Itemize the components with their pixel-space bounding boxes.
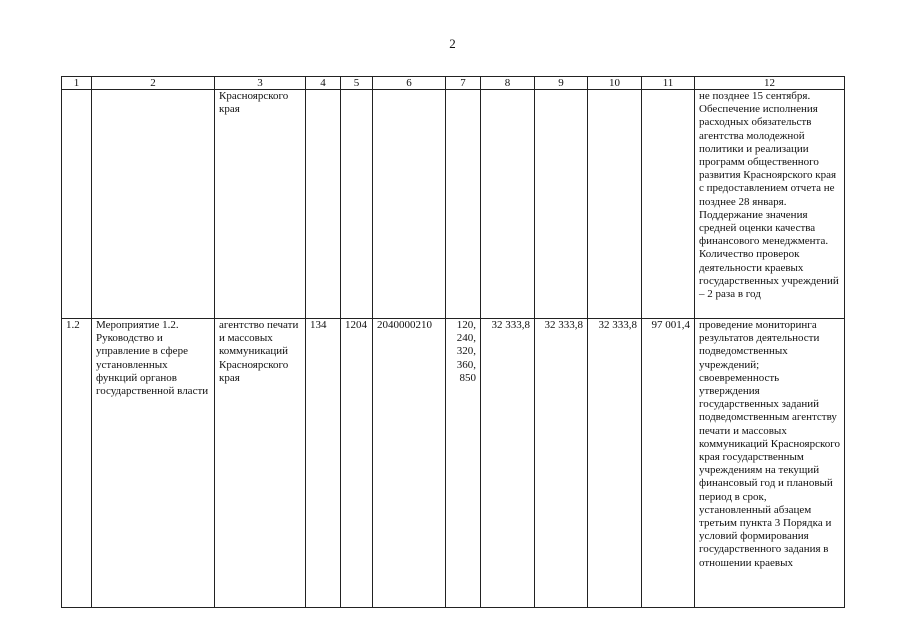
column-header: 3 [215, 77, 306, 90]
cell-number: 1.2 [62, 319, 92, 608]
column-header: 12 [695, 77, 845, 90]
budget-table [61, 76, 845, 608]
cell-grbs: 134 [306, 319, 341, 608]
column-header: 2 [92, 77, 215, 90]
cell-csr [373, 90, 446, 319]
cell-executor: агентство печати и массовых коммуникаций Красноярского края [215, 319, 306, 608]
cell-grbs [306, 90, 341, 319]
column-header: 5 [341, 77, 373, 90]
cell-total [642, 90, 695, 319]
column-header: 10 [588, 77, 642, 90]
cell-rzpr: 1204 [341, 319, 373, 608]
table-row [62, 319, 845, 608]
cell-expected-result: проведение мониторинга результатов деятельности подведомственных учреждений; своевременность утверждения государственных заданий подведомственным агентству печати и массовых коммуникаций Красноярского края государственным учреждениям на текущий финансовый год и плановый период в срок, установленный абзацем третьим пункта 3 Порядка и условий формирования государственного задания в отношении краевых [695, 319, 845, 608]
cell-activity [92, 90, 215, 319]
cell-vr: 120, 240, 320, 360, 850 [446, 319, 481, 608]
cell-csr: 2040000210 [373, 319, 446, 608]
cell-year-2: 32 333,8 [535, 319, 588, 608]
column-header: 4 [306, 77, 341, 90]
column-header: 6 [373, 77, 446, 90]
cell-year-1: 32 333,8 [481, 319, 535, 608]
column-header: 7 [446, 77, 481, 90]
cell-year-1 [481, 90, 535, 319]
column-header: 11 [642, 77, 695, 90]
cell-year-3: 32 333,8 [588, 319, 642, 608]
cell-vr [446, 90, 481, 319]
column-header: 1 [62, 77, 92, 90]
cell-total: 97 001,4 [642, 319, 695, 608]
cell-expected-result: не позднее 15 сентября. Обеспечение исполнения расходных обязательств агентства молодежной политики и реализации программ общественного развития Красноярского края с предоставлением отчета не позднее 28 января. Поддержание значения средней оценки качества финансового менеджмента. Количество проверок деятельности краевых государственных учреждений – 2 раза в год [695, 90, 845, 319]
page-number: 2 [449, 36, 456, 51]
column-header: 9 [535, 77, 588, 90]
cell-executor: Красноярского края [215, 90, 306, 319]
table-row [62, 90, 845, 319]
cell-rzpr [341, 90, 373, 319]
column-header: 8 [481, 77, 535, 90]
cell-activity: Мероприятие 1.2. Руководство и управление в сфере установленных функций органов государственной власти [92, 319, 215, 608]
cell-number [62, 90, 92, 319]
cell-year-3 [588, 90, 642, 319]
cell-year-2 [535, 90, 588, 319]
table-header-row [62, 77, 845, 90]
